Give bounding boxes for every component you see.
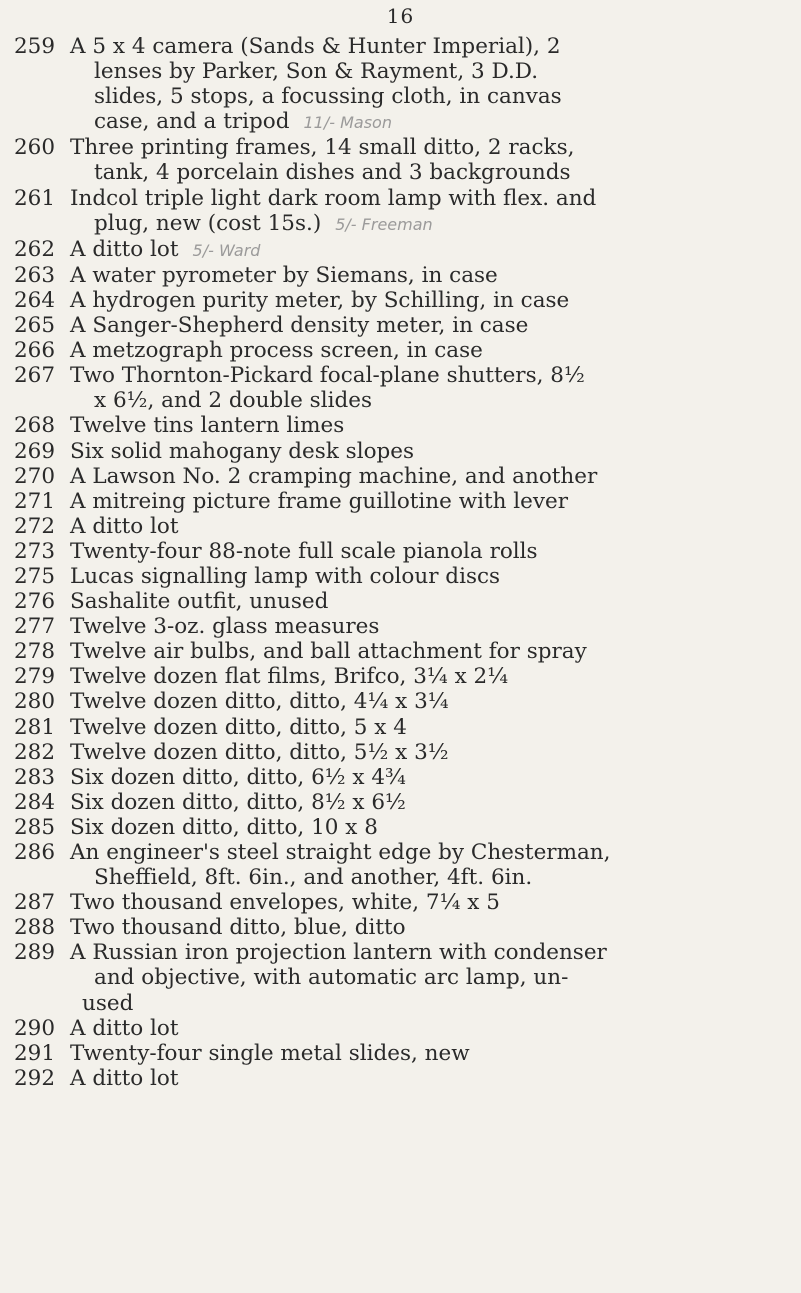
- lot-number: 288: [14, 915, 56, 941]
- lot-entry: [14, 790, 784, 815]
- lot-entry: [14, 589, 784, 614]
- lot-entry: [14, 815, 784, 840]
- lot-description: [70, 589, 784, 614]
- lot-description-text: Six dozen ditto, ditto, 6½ x 4¾: [70, 764, 406, 790]
- lot-number: 281: [14, 714, 56, 740]
- lot-description-line: [70, 338, 784, 363]
- lot-description-line: [70, 363, 784, 388]
- lot-list: [14, 34, 784, 1091]
- lot-entry: [14, 940, 784, 1015]
- lot-description: [70, 890, 784, 915]
- lot-description: [70, 689, 784, 714]
- lot-number: 270: [14, 463, 56, 489]
- lot-description-line: [70, 413, 784, 438]
- lot-number: 272: [14, 513, 56, 539]
- lot-number: 278: [14, 639, 56, 665]
- lot-entry: [14, 135, 784, 185]
- lot-number: 277: [14, 614, 56, 640]
- lot-description-text: A Sanger-Shepherd density meter, in case: [70, 313, 529, 339]
- lot-entry: [14, 1016, 784, 1041]
- lot-description-text: Six dozen ditto, ditto, 8½ x 6½: [70, 789, 406, 815]
- lot-description: [70, 915, 784, 940]
- lot-description-text: Two thousand envelopes, white, 7¼ x 5: [70, 890, 500, 916]
- lot-number: 264: [14, 287, 56, 313]
- lot-description-text: Two Thornton-Pickard focal-plane shutters, 8½: [70, 363, 585, 389]
- lot-description-line: [70, 160, 784, 185]
- lot-description: [70, 940, 784, 1015]
- lot-description-text: Two thousand ditto, blue, ditto: [70, 915, 406, 941]
- lot-number: 265: [14, 313, 56, 339]
- lot-entry: [14, 840, 784, 890]
- lot-number: 286: [14, 840, 56, 865]
- lot-description: [70, 715, 784, 740]
- lot-entry: [14, 263, 784, 288]
- lot-entry: [14, 664, 784, 689]
- lot-description: [70, 1066, 784, 1091]
- lot-description: [70, 338, 784, 363]
- lot-entry: [14, 564, 784, 589]
- lot-description: [70, 439, 784, 464]
- lot-description-text: used: [82, 990, 134, 1016]
- lot-description-text: Twelve dozen flat films, Brifco, 3¼ x 2¼: [70, 664, 509, 690]
- lot-description-text: Twelve air bulbs, and ball attachment for spray: [70, 639, 587, 665]
- lot-description: [70, 363, 784, 413]
- handwritten-annotation: 5/- Ward: [192, 240, 261, 260]
- lot-entry: [14, 439, 784, 464]
- lot-description: [70, 237, 784, 263]
- lot-entry: [14, 765, 784, 790]
- lot-number: 290: [14, 1015, 56, 1041]
- lot-description-line: [70, 790, 784, 815]
- lot-description-line: [70, 489, 784, 514]
- lot-description-text: Indcol triple light dark room lamp with flex. and: [70, 185, 597, 211]
- lot-number: 261: [14, 185, 56, 211]
- lot-description: [70, 489, 784, 514]
- lot-number: 291: [14, 1040, 56, 1066]
- lot-number: 267: [14, 363, 56, 389]
- lot-description-text: Sheffield, 8ft. 6in., and another, 4ft. 6in.: [94, 865, 533, 891]
- lot-description-text: A ditto lot: [70, 236, 179, 262]
- page-number: 16: [386, 4, 415, 28]
- lot-description: [70, 740, 784, 765]
- lot-entry: [14, 313, 784, 338]
- lot-description-text: Lucas signalling lamp with colour discs: [70, 563, 501, 589]
- lot-number: 263: [14, 262, 56, 288]
- lot-description-line: [70, 840, 784, 865]
- handwritten-annotation: 5/- Freeman: [335, 214, 433, 234]
- lot-description-text: Six dozen ditto, ditto, 10 x 8: [70, 814, 378, 840]
- lot-description-text: A ditto lot: [70, 513, 179, 539]
- lot-description-line: [70, 263, 784, 288]
- lot-description-line: [70, 1041, 784, 1066]
- lot-description: [70, 840, 784, 890]
- lot-entry: [14, 338, 784, 363]
- lot-description-text: x 6½, and 2 double slides: [94, 388, 372, 414]
- lot-entry: [14, 639, 784, 664]
- lot-description-line: [70, 388, 784, 413]
- lot-description-line: [70, 84, 784, 109]
- lot-description-line: [70, 890, 784, 915]
- lot-description: [70, 539, 784, 564]
- lot-description-line: [70, 34, 784, 59]
- lot-entry: [14, 363, 784, 413]
- lot-description-line: [70, 237, 784, 263]
- lot-description-text: Twenty-four single metal slides, new: [70, 1040, 470, 1066]
- lot-description: [70, 815, 784, 840]
- lot-number: 283: [14, 764, 56, 790]
- lot-description-text: A ditto lot: [70, 1065, 179, 1091]
- lot-description-text: plug, new (cost 15s.): [94, 210, 322, 236]
- lot-description-line: [70, 1066, 784, 1091]
- lot-description-line: [70, 664, 784, 689]
- lot-description-line: [70, 514, 784, 539]
- lot-number: 280: [14, 689, 56, 715]
- lot-description-line: [70, 109, 784, 135]
- lot-number: 259: [14, 34, 56, 59]
- lot-entry: [14, 514, 784, 539]
- handwritten-annotation: 11/- Mason: [303, 113, 392, 133]
- lot-entry: [14, 489, 784, 514]
- lot-number: 276: [14, 589, 56, 615]
- lot-description-line: [70, 815, 784, 840]
- lot-description: [70, 765, 784, 790]
- lot-description-text: Twelve tins lantern limes: [70, 413, 345, 439]
- lot-description-text: and objective, with automatic arc lamp, un-: [94, 965, 569, 991]
- lot-entry: [14, 464, 784, 489]
- lot-description-line: [70, 991, 784, 1016]
- lot-description-line: [70, 464, 784, 489]
- lot-number: 284: [14, 789, 56, 815]
- lot-description-line: [70, 740, 784, 765]
- lot-description-line: [70, 689, 784, 714]
- lot-description-line: [70, 135, 784, 160]
- lot-entry: [14, 34, 784, 135]
- lot-entry: [14, 915, 784, 940]
- lot-number: 289: [14, 940, 56, 966]
- lot-entry: [14, 1041, 784, 1066]
- lot-number: 287: [14, 890, 56, 916]
- lot-entry: [14, 890, 784, 915]
- lot-description-text: A mitreing picture frame guillotine with lever: [70, 488, 569, 514]
- lot-description: [70, 135, 784, 185]
- lot-entry: [14, 237, 784, 263]
- lot-number: 279: [14, 664, 56, 690]
- lot-description-text: A water pyrometer by Siemans, in case: [70, 262, 498, 288]
- lot-description-line: [70, 439, 784, 464]
- lot-number: 268: [14, 413, 56, 439]
- lot-entry: [14, 614, 784, 639]
- lot-description: [70, 464, 784, 489]
- lot-description: [70, 664, 784, 689]
- lot-entry: [14, 689, 784, 714]
- lot-number: 292: [14, 1065, 56, 1091]
- lot-description: [70, 1016, 784, 1041]
- lot-number: 271: [14, 488, 56, 514]
- lot-description-text: Three printing frames, 14 small ditto, 2 racks,: [70, 135, 575, 161]
- lot-description-line: [70, 589, 784, 614]
- lot-description: [70, 288, 784, 313]
- lot-description-text: Twenty-four 88-note full scale pianola rolls: [70, 538, 538, 564]
- lot-description-line: [70, 940, 784, 965]
- lot-description-line: [70, 639, 784, 664]
- lot-description-text: lenses by Parker, Son & Rayment, 3 D.D.: [94, 59, 539, 85]
- lot-description-text: slides, 5 stops, a focussing cloth, in canvas: [94, 84, 562, 110]
- lot-description: [70, 186, 784, 237]
- lot-entry: [14, 539, 784, 564]
- lot-entry: [14, 740, 784, 765]
- lot-number: 273: [14, 538, 56, 564]
- lot-description-line: [70, 1016, 784, 1041]
- lot-description-text: A metzograph process screen, in case: [70, 338, 483, 364]
- lot-entry: [14, 715, 784, 740]
- lot-description-line: [70, 313, 784, 338]
- lot-description: [70, 639, 784, 664]
- lot-description: [70, 514, 784, 539]
- lot-entry: [14, 1066, 784, 1091]
- lot-description-line: [70, 865, 784, 890]
- lot-description-text: A hydrogen purity meter, by Schilling, in case: [70, 287, 570, 313]
- lot-description-line: [70, 915, 784, 940]
- lot-description-text: Twelve dozen ditto, ditto, 5 x 4: [70, 714, 407, 740]
- lot-number: 269: [14, 438, 56, 464]
- lot-description-text: A ditto lot: [70, 1015, 179, 1041]
- lot-description: [70, 1041, 784, 1066]
- lot-number: 275: [14, 563, 56, 589]
- lot-description: [70, 413, 784, 438]
- lot-number: 282: [14, 739, 56, 765]
- lot-description-line: [70, 186, 784, 211]
- lot-description-text: A 5 x 4 camera (Sands & Hunter Imperial), 2: [70, 34, 561, 59]
- lot-description: [70, 313, 784, 338]
- lot-description: [70, 790, 784, 815]
- lot-number: 285: [14, 814, 56, 840]
- lot-description-line: [70, 288, 784, 313]
- lot-description-text: Sashalite outfit, unused: [70, 589, 329, 615]
- lot-description: [70, 263, 784, 288]
- lot-entry: [14, 288, 784, 313]
- lot-description: [70, 34, 784, 135]
- lot-description: [70, 614, 784, 639]
- lot-description-line: [70, 564, 784, 589]
- lot-description-text: A Russian iron projection lantern with condenser: [70, 940, 607, 966]
- lot-description-text: case, and a tripod: [94, 109, 290, 135]
- lot-description-text: tank, 4 porcelain dishes and 3 backgrounds: [94, 160, 571, 186]
- lot-description-text: Twelve 3-oz. glass measures: [70, 614, 380, 640]
- lot-description-line: [70, 715, 784, 740]
- lot-description-text: A Lawson No. 2 cramping machine, and another: [70, 463, 598, 489]
- lot-description-text: An engineer's steel straight edge by Chesterman,: [70, 840, 611, 865]
- lot-entry: [14, 413, 784, 438]
- lot-description-text: Twelve dozen ditto, ditto, 4¼ x 3¼: [70, 689, 449, 715]
- lot-description-line: [70, 59, 784, 84]
- lot-description-line: [70, 765, 784, 790]
- lot-number: 266: [14, 338, 56, 364]
- lot-description: [70, 564, 784, 589]
- lot-description-line: [70, 614, 784, 639]
- lot-description-line: [70, 965, 784, 990]
- lot-description-text: Six solid mahogany desk slopes: [70, 438, 415, 464]
- lot-entry: [14, 186, 784, 237]
- lot-number: 260: [14, 135, 56, 161]
- lot-description-line: [70, 539, 784, 564]
- lot-number: 262: [14, 236, 56, 262]
- lot-description-line: [70, 211, 784, 237]
- lot-description-text: Twelve dozen ditto, ditto, 5½ x 3½: [70, 739, 449, 765]
